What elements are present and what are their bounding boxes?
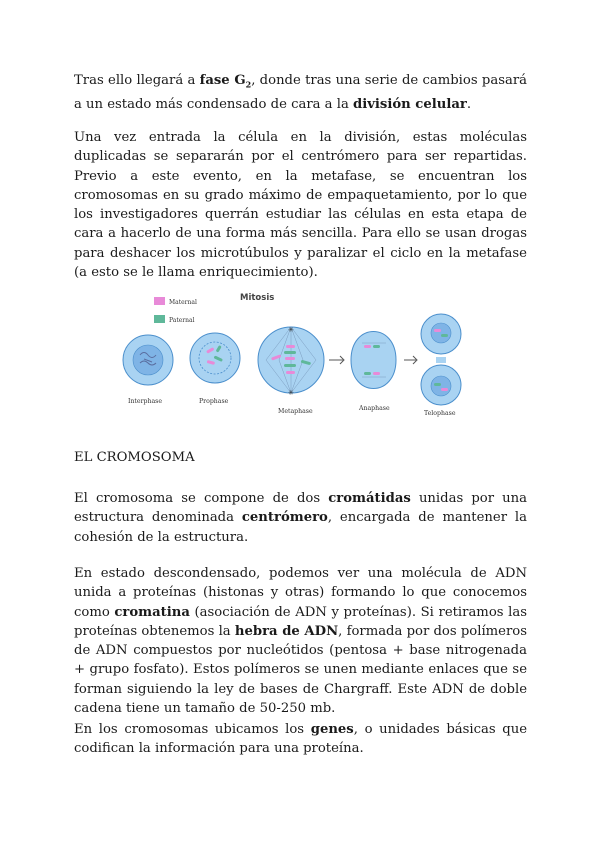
term-fase-g2: fase $G_2$ <box>199 73 252 90</box>
svg-text:✳: ✳ <box>288 389 294 397</box>
mitosis-figure <box>114 287 474 422</box>
stage-label-prophase: Prophase <box>199 398 229 405</box>
stage-label-interphase: Interphase <box>128 398 163 405</box>
legend-paternal-label: Paternal <box>169 317 195 324</box>
section-heading: EL CROMOSOMA <box>74 450 195 465</box>
term-hebra-adn: hebra de ADN <box>234 623 339 639</box>
metaphase-cell <box>258 326 324 397</box>
paragraph-cromosoma: El cromosoma se compone de dos cromátidas unidas por una estructura denominada centrómero, encargada de mantener la cohesión de la estructura. <box>74 491 528 545</box>
paragraph-fase-g2: Tras ello llegará a fase $G_2$, donde tras una serie de cambios pasará a un estado más condensado de cara a la división celular. <box>74 73 527 112</box>
svg-text:✳: ✳ <box>288 326 294 334</box>
stage-label-metaphase: Metaphase <box>278 408 313 415</box>
figure-title: Mitosis <box>240 293 275 303</box>
anaphase-cell <box>351 332 396 389</box>
interphase-cell <box>123 335 173 385</box>
paragraph-cromatina: En estado descondensado, podemos ver una molécula de ADN unida a proteínas (histonas y otras) formando lo que conocemos como cromatina (asociación de ADN y proteínas). Si retiramos las proteínas obtenemos la hebra de ADN, formada por dos polímeros de ADN compuestos por nucleótidos (pentosa + base nitrogenada + grupo fosfato). Estos polímeros se unen mediante enlaces que se forman siguiendo la ley de bases de Chargraff. Este ADN de doble cadena tiene un tamaño de 50-250 mb. <box>74 566 528 717</box>
mitosis-diagram <box>114 287 474 422</box>
telophase-cell <box>421 314 461 405</box>
term-cromatidas: cromátidas <box>328 491 411 506</box>
prophase-cell <box>190 333 240 383</box>
term-genes: genes <box>310 722 354 737</box>
legend-paternal-swatch <box>154 315 165 323</box>
paragraph-metafase: Una vez entrada la célula en la división, estas moléculas duplicadas se separarán por el centrómero para ser repartidas. Previo a este evento, en la metafase, se encuentran los cromosomas en su grado máximo de empaquetamiento, por lo que los investigadores querrán estudiar las células en esta etapa de cara a hacerlo de una forma más sencilla. Para ello se usan drogas para deshacer los microtúbulos y paralizar el ciclo en la metafase (a esto se le llama enriquecimiento). <box>74 130 527 281</box>
term-centromero: centrómero <box>241 510 328 526</box>
stage-label-telophase: Telophase <box>424 410 456 417</box>
term-division-celular: división celular <box>353 96 467 112</box>
arrow-icon <box>404 356 417 364</box>
legend-maternal-swatch <box>154 297 165 305</box>
paragraph-genes: En los cromosomas ubicamos los genes, o unidades básicas que codifican la información para una proteína. <box>74 722 527 757</box>
legend-maternal-label: Maternal <box>169 299 197 306</box>
arrow-icon <box>329 356 344 364</box>
term-cromatina: cromatina <box>114 604 190 620</box>
stage-label-anaphase: Anaphase <box>359 405 390 412</box>
